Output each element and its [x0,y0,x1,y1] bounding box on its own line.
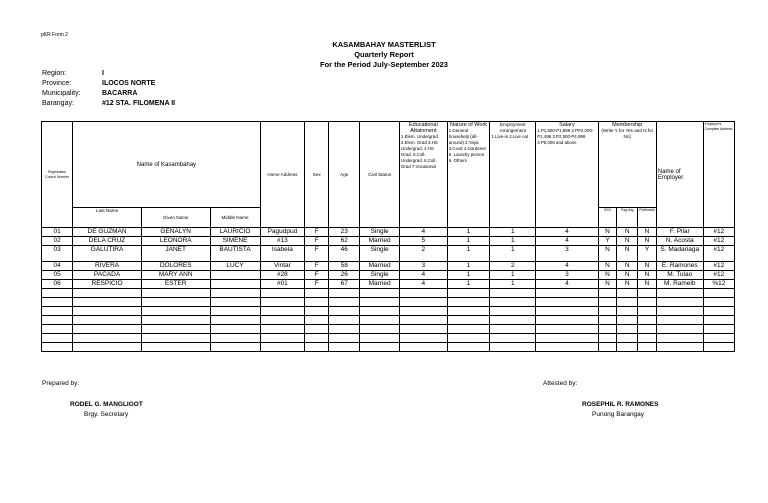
document-title: KASAMBAHAY MASTERLIST [332,40,436,49]
header-sex: Sex [305,122,329,228]
cell-sss: N [598,228,617,237]
cell-pagibig: N [617,237,638,246]
salary-options: 1.P1,500-P1,999 2.PP2,000-P2,499 3.P2,500-P4,999 4.P5,000 and above [537,128,594,145]
document-subtitle: Quarterly Report [354,50,414,59]
attested-by-name: ROSEPHIL R. RAMONES [582,401,659,408]
cell-work: 1 [447,228,490,237]
cell-emp: 2 [490,262,536,271]
employment-options: 1.Live-in 2.Live out [491,134,529,139]
cell-employer: N. Acosta [656,237,703,246]
cell-given-name: LEONORA [141,237,210,246]
cell-work: 1 [447,280,490,289]
cell-salary: 4 [536,228,598,237]
empty-row [42,343,735,352]
cell-emp: 1 [490,271,536,280]
cell-last-name: PACADA [73,271,142,280]
cell-sss: N [598,262,617,271]
header-employer-address: Employer's Complete Address [703,122,734,228]
attested-by-title: Punong Barangay [592,411,645,418]
membership-note: (Write Y for Yes and N for No) [601,128,654,139]
header-given-name: Given Name [141,208,210,228]
cell-work: 1 [447,262,490,271]
prepared-by-name: RODEL G. MANGLIGOT [70,401,143,408]
salary-title: Salary [559,122,575,128]
cell-middle-name [210,271,260,280]
meta-value: ILOCOS NORTE [102,80,156,87]
cell-employer-address: #12 [703,271,734,280]
cell-salary: 3 [536,271,598,280]
cell-salary: 4 [536,237,598,246]
cell-last-name: RIVERA [73,262,142,271]
cell-sex: F [305,246,329,262]
cell-edu: 3 [399,262,447,271]
cell-no: 04 [42,262,73,271]
cell-employer-address: #12 [703,246,734,262]
cell-edu: 4 [399,280,447,289]
cell-sss: N [598,271,617,280]
cell-pagibig: N [617,228,638,237]
cell-employer-address: #12 [703,228,734,237]
cell-age: 62 [329,237,360,246]
header-kasambahay-name: Name of Kasambahay [73,122,260,208]
cell-sex: F [305,280,329,289]
meta-label: Barangay: [42,100,74,107]
region-row [42,69,175,79]
cell-edu: 4 [399,271,447,280]
table-row [42,280,735,289]
cell-civil: Single [360,228,400,237]
cell-emp: 1 [490,246,536,262]
cell-given-name: DOLORES [141,262,210,271]
header-membership [598,122,656,208]
cell-employer: M. Tulao [656,271,703,280]
header-employer-name: Name of Employer [656,122,703,228]
cell-age: 46 [329,246,360,262]
report-period: For the Period July-September 2023 [320,60,448,69]
education-title: Educational Attainment [408,122,438,134]
cell-pagibig: N [617,246,638,262]
prepared-by-label: Prepared by: [42,380,80,387]
cell-sex: F [305,228,329,237]
empty-row [42,316,735,325]
cell-edu: 5 [399,237,447,246]
cell-civil: Married [360,237,400,246]
header-sss: SSS [598,208,617,228]
header-nature-of-work [447,122,490,228]
empty-row [42,307,735,316]
cell-given-name: ESTER [141,280,210,289]
table-row [42,271,735,280]
cell-sss: Y [598,237,617,246]
cell-philhealth: N [638,280,657,289]
membership-title: Membership [612,122,643,128]
cell-employer: E. Ramones [656,262,703,271]
header-middle-name: Middle Name [210,208,260,228]
cell-employer-address: #12 [703,262,734,271]
cell-home: Vintar [260,262,305,271]
cell-philhealth: Y [638,246,657,262]
cell-given-name: JANET [141,246,210,262]
cell-sss: N [598,246,617,262]
cell-philhealth: N [638,262,657,271]
cell-civil: Married [360,280,400,289]
cell-last-name: GALUTIRA [73,246,142,262]
cell-no: 06 [42,280,73,289]
cell-pagibig: N [617,280,638,289]
cell-emp: 1 [490,280,536,289]
work-options: 1.General househelp (all-around) 2.Yaya 3.Cook 4.Gardener 5. Laundry person 6. Others [448,128,487,163]
table-row [42,262,735,271]
cell-sex: F [305,271,329,280]
cell-sex: F [305,237,329,246]
header-salary [536,122,598,228]
empty-row [42,334,735,343]
education-options: 1.Elem. Undergrad. 2.Elem. Grad 3.HS Undergrad. 4.HS Grad. 5.Coll. Undergrad. 6.Coll. Grad 7.Vocational [400,134,439,169]
cell-employer: M. Ramelb [656,280,703,289]
cell-home: #28 [260,271,305,280]
meta-value: #12 STA. FILOMENA II [102,100,176,107]
cell-pagibig: N [617,262,638,271]
header-home-address: Home Address [260,122,305,228]
table-row [42,228,735,237]
table-row [42,246,735,262]
cell-work: 1 [447,237,490,246]
municipality-row [42,89,175,99]
header-education [399,122,447,228]
cell-philhealth: N [638,237,657,246]
cell-edu: 2 [399,246,447,262]
cell-home: Pagudpud [260,228,305,237]
cell-no: 01 [42,228,73,237]
cell-employer: S. Madariaga [656,246,703,262]
cell-salary: 4 [536,280,598,289]
cell-philhealth: N [638,228,657,237]
cell-salary: 3 [536,246,598,262]
cell-no: 03 [42,246,73,262]
cell-civil: Single [360,271,400,280]
cell-middle-name: SIMENE [210,237,260,246]
cell-civil: Single [360,246,400,262]
location-info [42,69,175,109]
meta-label: Municipality: [42,90,81,97]
header-civil-status: Civil Status [360,122,400,228]
cell-middle-name: LAURICIO [210,228,260,237]
cell-last-name: RESPICIO [73,280,142,289]
cell-employer-address: #12 [703,237,734,246]
cell-no: 02 [42,237,73,246]
cell-salary: 4 [536,262,598,271]
cell-civil: Married [360,262,400,271]
barangay-row [42,99,175,109]
cell-middle-name: BAUTISTA [210,246,260,262]
cell-home: #01 [260,280,305,289]
cell-age: 23 [329,228,360,237]
cell-pagibig: N [617,271,638,280]
employment-title: Employment Arrangement [499,122,527,133]
prepared-by-title: Brgy. Secretary [84,411,129,418]
empty-row [42,289,735,298]
cell-last-name: DE GUZMAN [73,228,142,237]
cell-work: 1 [447,271,490,280]
cell-home: Isabela [260,246,305,262]
cell-age: 26 [329,271,360,280]
header-employment [490,122,536,228]
cell-employer: F. Pilar [656,228,703,237]
meta-label: Region: [42,70,67,77]
cell-edu: 4 [399,228,447,237]
table-row [42,237,735,246]
header-philhealth: PhilHealth [638,208,657,228]
cell-emp: 1 [490,237,536,246]
cell-emp: 1 [490,228,536,237]
cell-sex: F [305,262,329,271]
cell-middle-name: LUCY [210,262,260,271]
cell-employer-address: %12 [703,280,734,289]
cell-middle-name [210,280,260,289]
cell-last-name: DELA CRUZ [73,237,142,246]
header-age: Age [329,122,360,228]
meta-label: Province: [42,80,72,87]
masterlist-table [41,121,735,352]
cell-no: 05 [42,271,73,280]
form-code: pKR Form 2 [41,32,68,38]
cell-philhealth: N [638,271,657,280]
empty-row [42,325,735,334]
cell-home: #13 [260,237,305,246]
cell-work: 1 [447,246,490,262]
cell-age: 67 [329,280,360,289]
meta-value: BACARRA [102,90,138,97]
header-last-name: Last Name [73,208,142,228]
cell-given-name: GENALYN [141,228,210,237]
header-pagibig: Pag-ibig [617,208,638,228]
attested-by-label: Attested by: [543,380,578,387]
cell-age: 58 [329,262,360,271]
empty-row [42,298,735,307]
cell-given-name: MARY ANN [141,271,210,280]
meta-value: I [102,70,104,77]
province-row [42,79,175,89]
header-registration: Registration Control Number [42,122,73,228]
work-title: Nature of Work [450,122,488,128]
cell-sss: N [598,280,617,289]
